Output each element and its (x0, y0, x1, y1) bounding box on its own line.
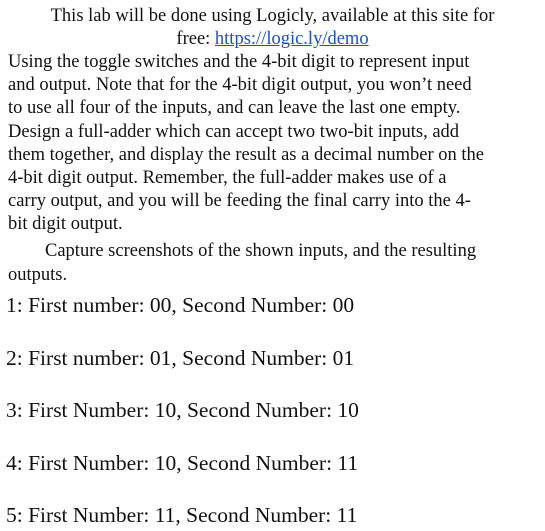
logicly-demo-link[interactable]: https://logic.ly/demo (214, 29, 369, 49)
test-case-item: 3: First Number: 10, Second Number: 10 (6, 398, 359, 422)
instruction-line: bit digit output. (8, 214, 123, 234)
capture-line-1: Capture screenshots of the shown inputs, and the resulting (45, 241, 477, 261)
test-case-item: 2: First number: 01, Second Number: 01 (6, 346, 355, 370)
intro-line-1: This lab will be done using Logicly, available at this site for (50, 6, 495, 26)
intro-line-2 (0, 29, 545, 50)
instruction-line: 4-bit digit output. Remember, the full-adder makes use of a (8, 168, 447, 188)
capture-line-2: outputs. (8, 265, 68, 285)
instruction-line: carry output, and you will be feeding the final carry into the 4- (8, 191, 471, 211)
instruction-line: Using the toggle switches and the 4-bit digit to represent input (8, 52, 470, 72)
instruction-line: to use all four of the inputs, and can leave the last one empty. (8, 98, 461, 118)
instruction-line: Design a full-adder which can accept two two-bit inputs, add (8, 122, 460, 142)
test-case-item: 5: First Number: 11, Second Number: 11 (6, 503, 358, 527)
test-case-item: 1: First number: 00, Second Number: 00 (6, 293, 355, 317)
intro-line-2-prefix: free: (176, 29, 215, 49)
test-case-item: 4: First Number: 10, Second Number: 11 (6, 451, 359, 475)
instruction-line: and output. Note that for the 4-bit digit output, you won’t need (8, 75, 472, 95)
instruction-line: them together, and display the result as a decimal number on the (8, 145, 485, 165)
